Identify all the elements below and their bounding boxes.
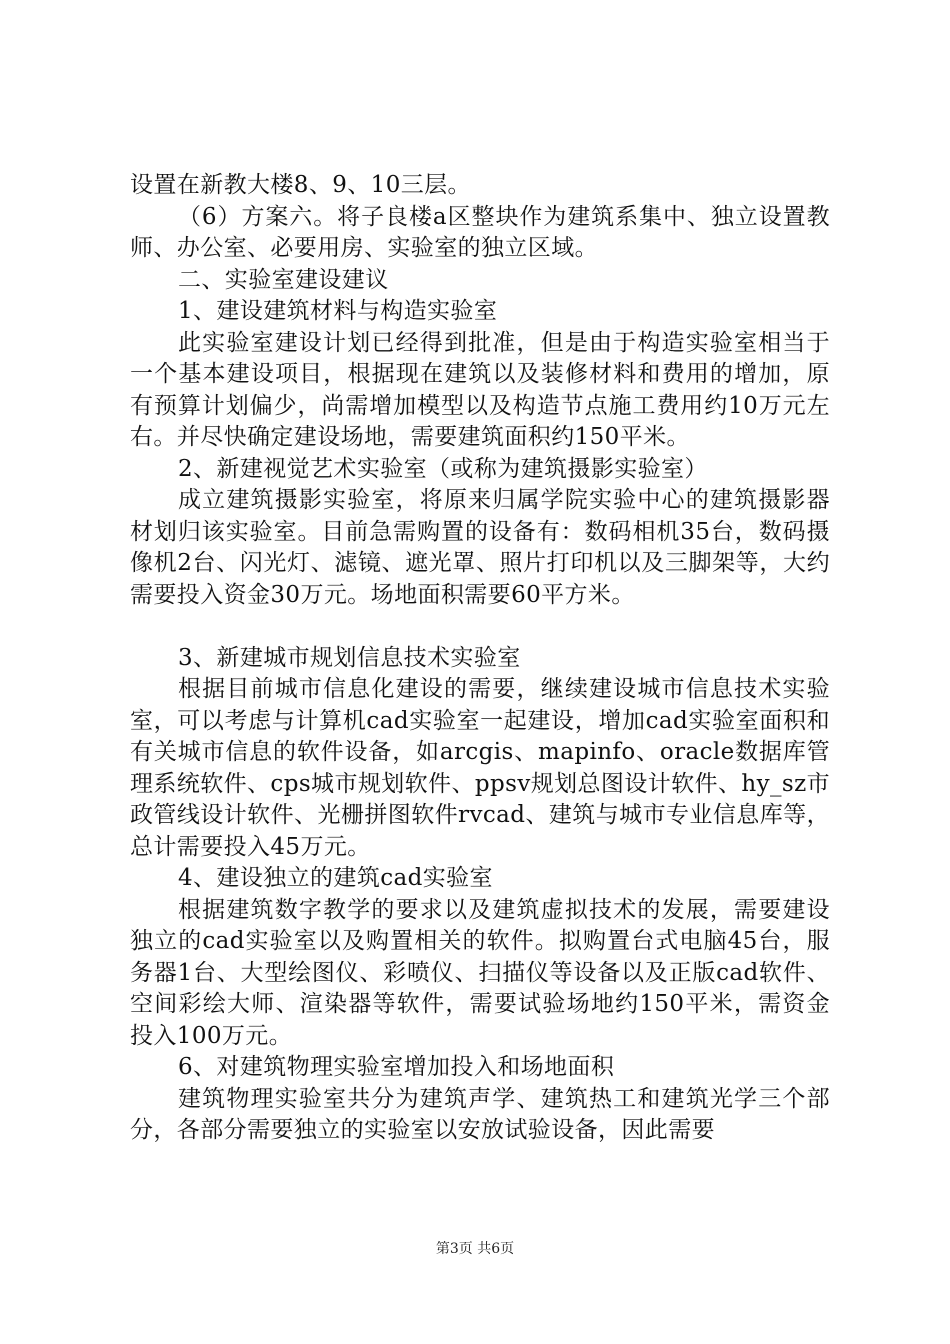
subheading-physics-lab: 6、对建筑物理实验室增加投入和场地面积: [178, 1054, 615, 1080]
blank-line: [130, 611, 830, 643]
subheading-visual-arts-lab: 2、新建视觉艺术实验室（或称为建筑摄影实验室）: [178, 455, 708, 482]
page-number-footer: 第3页 共6页: [435, 1241, 515, 1257]
paragraph-physics-lab: 建筑物理实验室共分为建筑声学、建筑热工和建筑光学三个部分，各部分需要独立的实验室以安放试验设备，因此需要: [130, 1085, 830, 1143]
paragraph-visual-arts-lab: 成立建筑摄影实验室，将原来归属学院实验中心的建筑摄影器材划归该实验室。目前急需购置的设备有：数码相机35台，数码摄像机2台、闪光灯、滤镜、遮光罩、照片打印机以及三脚架等，大约需要投入资金30万元。场地面积需要60平方米。: [130, 487, 830, 608]
paragraph-urban-planning-lab: 根据目前城市信息化建设的需要，继续建设城市信息技术实验室，可以考虑与计算机cad实验室一起建设，增加cad实验室面积和有关城市信息的软件设备，如arcgis、mapinfo、oracle数据库管理系统软件、cps城市规划软件、ppsv规划总图设计软件、hy_sz市政管线设计软件、光栅拼图软件rvcad、建筑与城市专业信息库等，总计需要投入45万元。: [130, 676, 830, 860]
paragraph-continuation: 设置在新教大楼8、9、10三层。: [130, 172, 471, 198]
section-heading-lab-suggestions: 二、实验室建设建议: [178, 266, 389, 293]
subheading-cad-lab: 4、建设独立的建筑cad实验室: [178, 865, 493, 891]
paragraph-option-six: （6）方案六。将子良楼a区整块作为建筑系集中、独立设置教师、办公室、必要用房、实验室的独立区域。: [130, 203, 830, 261]
document-body: [130, 170, 830, 1147]
subheading-materials-lab: 1、建设建筑材料与构造实验室: [178, 298, 498, 324]
paragraph-cad-lab: 根据建筑数字教学的要求以及建筑虚拟技术的发展，需要建设独立的cad实验室以及购置相关的软件。拟购置台式电脑45台，服务器1台、大型绘图仪、彩喷仪、扫描仪等设备以及正版cad软件、空间彩绘大师、渲染器等软件，需要试验场地约150平米，需资金投入100万元。: [130, 896, 830, 1049]
paragraph-materials-lab: 此实验室建设计划已经得到批准，但是由于构造实验室相当于一个基本建设项目，根据现在建筑以及装修材料和费用的增加，原有预算计划偏少，尚需增加模型以及构造节点施工费用约10万元左右。并尽快确定建设场地，需要建筑面积约150平米。: [130, 329, 830, 450]
subheading-urban-planning-lab: 3、新建城市规划信息技术实验室: [178, 644, 521, 671]
